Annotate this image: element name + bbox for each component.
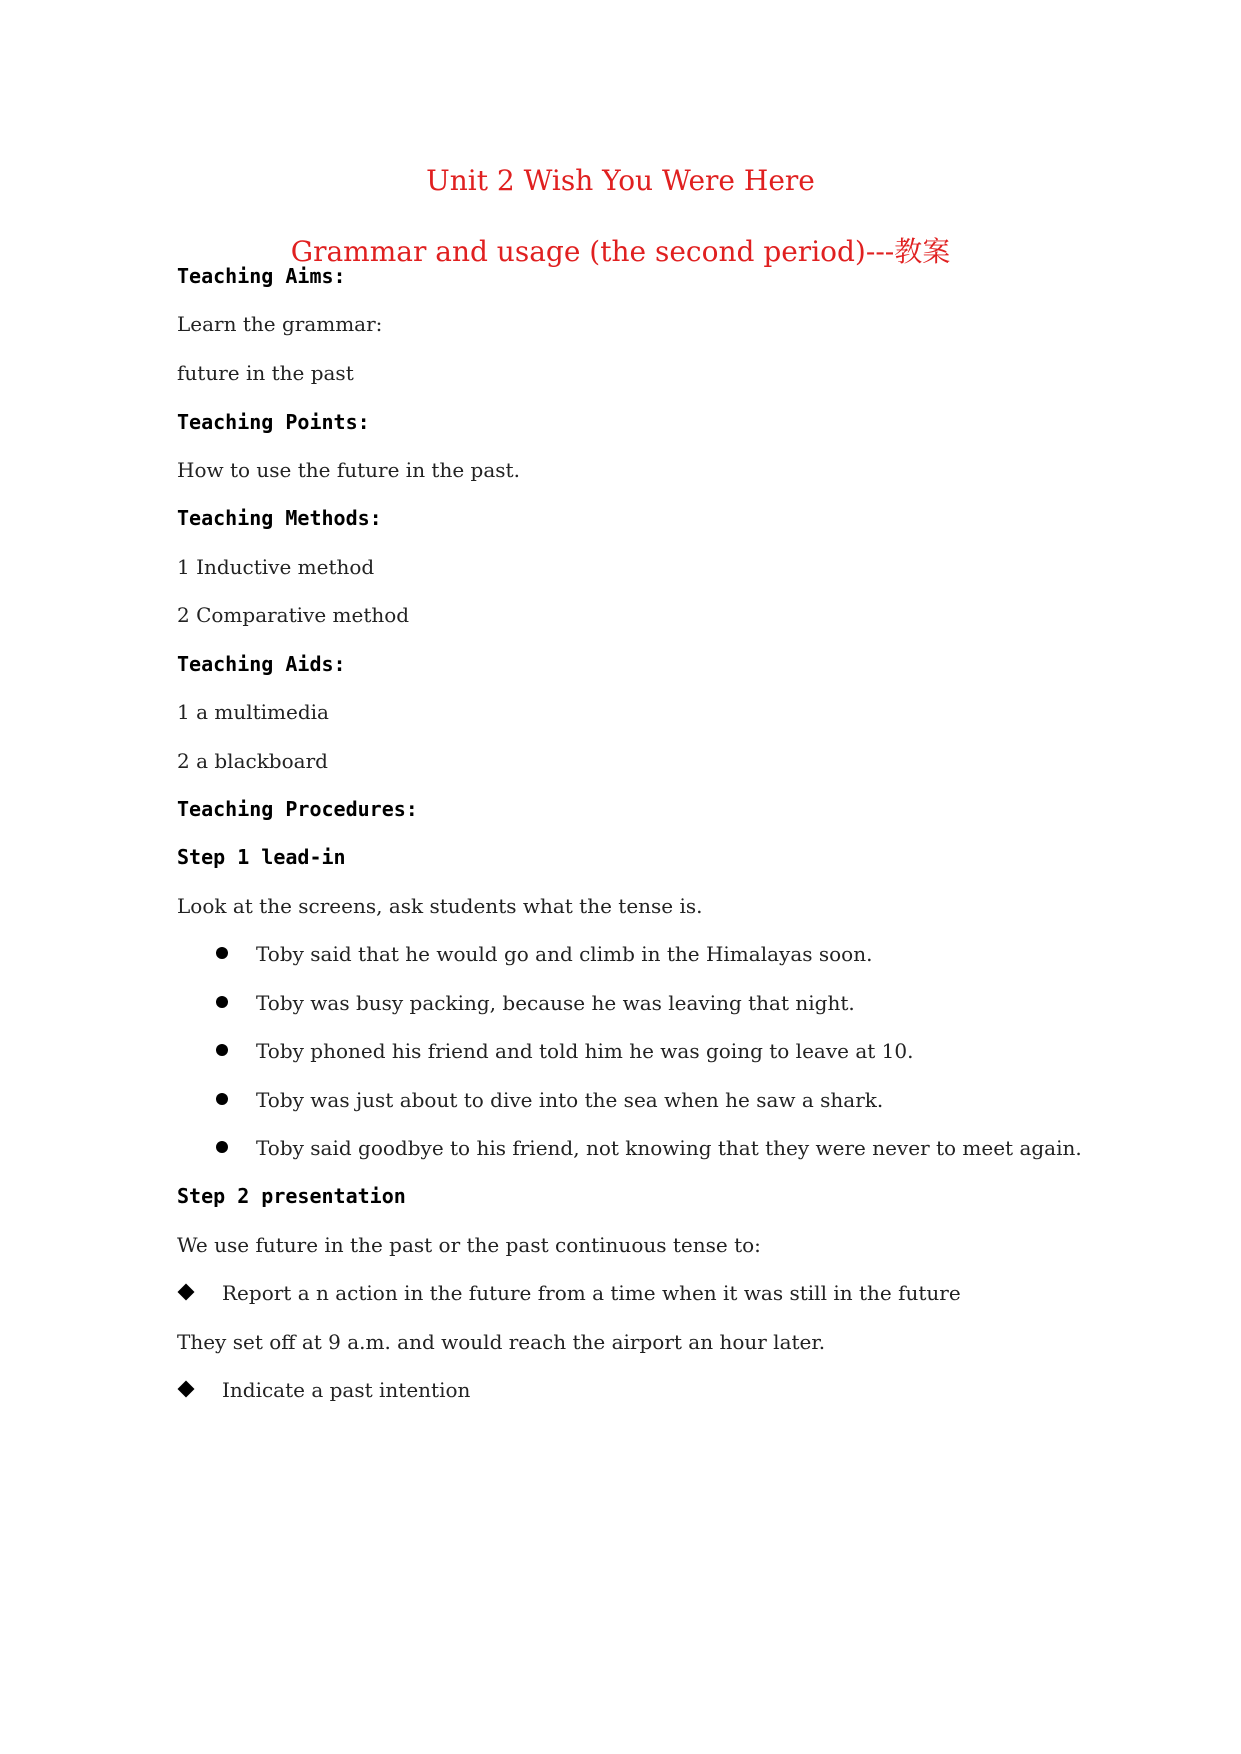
step1-heading: Step 1 lead-in: [177, 845, 346, 869]
bullet-dot-icon: [216, 1141, 228, 1153]
diamond-bullet-icon: [178, 1381, 195, 1398]
document-subtitle: Grammar and usage (the second period)---教案: [290, 235, 951, 268]
methods-heading: Teaching Methods:: [177, 506, 382, 530]
step1-text: Look at the screens, ask students what the tense is.: [177, 894, 703, 918]
aims-line-2: future in the past: [177, 361, 354, 385]
step2-item-text: Report a n action in the future from a time when it was still in the future: [222, 1281, 961, 1305]
diamond-bullet-icon: [178, 1284, 195, 1301]
step1-bullet-item: [216, 991, 855, 1015]
step2-heading: Step 2 presentation: [177, 1184, 406, 1208]
methods-line-1: 1 Inductive method: [177, 555, 375, 579]
bullet-dot-icon: [216, 996, 228, 1008]
step2-example: They set off at 9 a.m. and would reach the airport an hour later.: [177, 1330, 826, 1354]
points-heading: Teaching Points:: [177, 410, 370, 434]
step2-item: [180, 1378, 470, 1402]
bullet-text: Toby was just about to dive into the sea when he saw a shark.: [256, 1088, 884, 1112]
step2-item-text: Indicate a past intention: [222, 1378, 471, 1402]
procedures-heading: Teaching Procedures:: [177, 797, 418, 821]
bullet-text: Toby phoned his friend and told him he was going to leave at 10.: [256, 1039, 914, 1063]
aids-heading: Teaching Aids:: [177, 652, 346, 676]
document-title: Unit 2 Wish You Were Here: [426, 164, 815, 197]
bullet-text: Toby said that he would go and climb in the Himalayas soon.: [256, 942, 873, 966]
step2-item: [180, 1281, 961, 1305]
bullet-text: Toby was busy packing, because he was leaving that night.: [256, 991, 855, 1015]
step1-bullet-item: [216, 1088, 883, 1112]
bullet-text: Toby said goodbye to his friend, not knowing that they were never to meet again.: [256, 1136, 1082, 1160]
aims-line-1: Learn the grammar:: [177, 312, 383, 336]
aims-heading: Teaching Aims:: [177, 264, 346, 288]
step1-bullet-item: [216, 1039, 913, 1063]
points-line-1: How to use the future in the past.: [177, 458, 520, 482]
step2-text: We use future in the past or the past continuous tense to:: [177, 1233, 761, 1257]
methods-line-2: 2 Comparative method: [177, 603, 410, 627]
step1-bullet-item: [216, 1136, 1082, 1160]
bullet-dot-icon: [216, 1093, 228, 1105]
bullet-dot-icon: [216, 947, 228, 959]
aids-line-1: 1 a multimedia: [177, 700, 329, 724]
bullet-dot-icon: [216, 1044, 228, 1056]
step1-bullet-item: [216, 942, 872, 966]
aids-line-2: 2 a blackboard: [177, 749, 328, 773]
